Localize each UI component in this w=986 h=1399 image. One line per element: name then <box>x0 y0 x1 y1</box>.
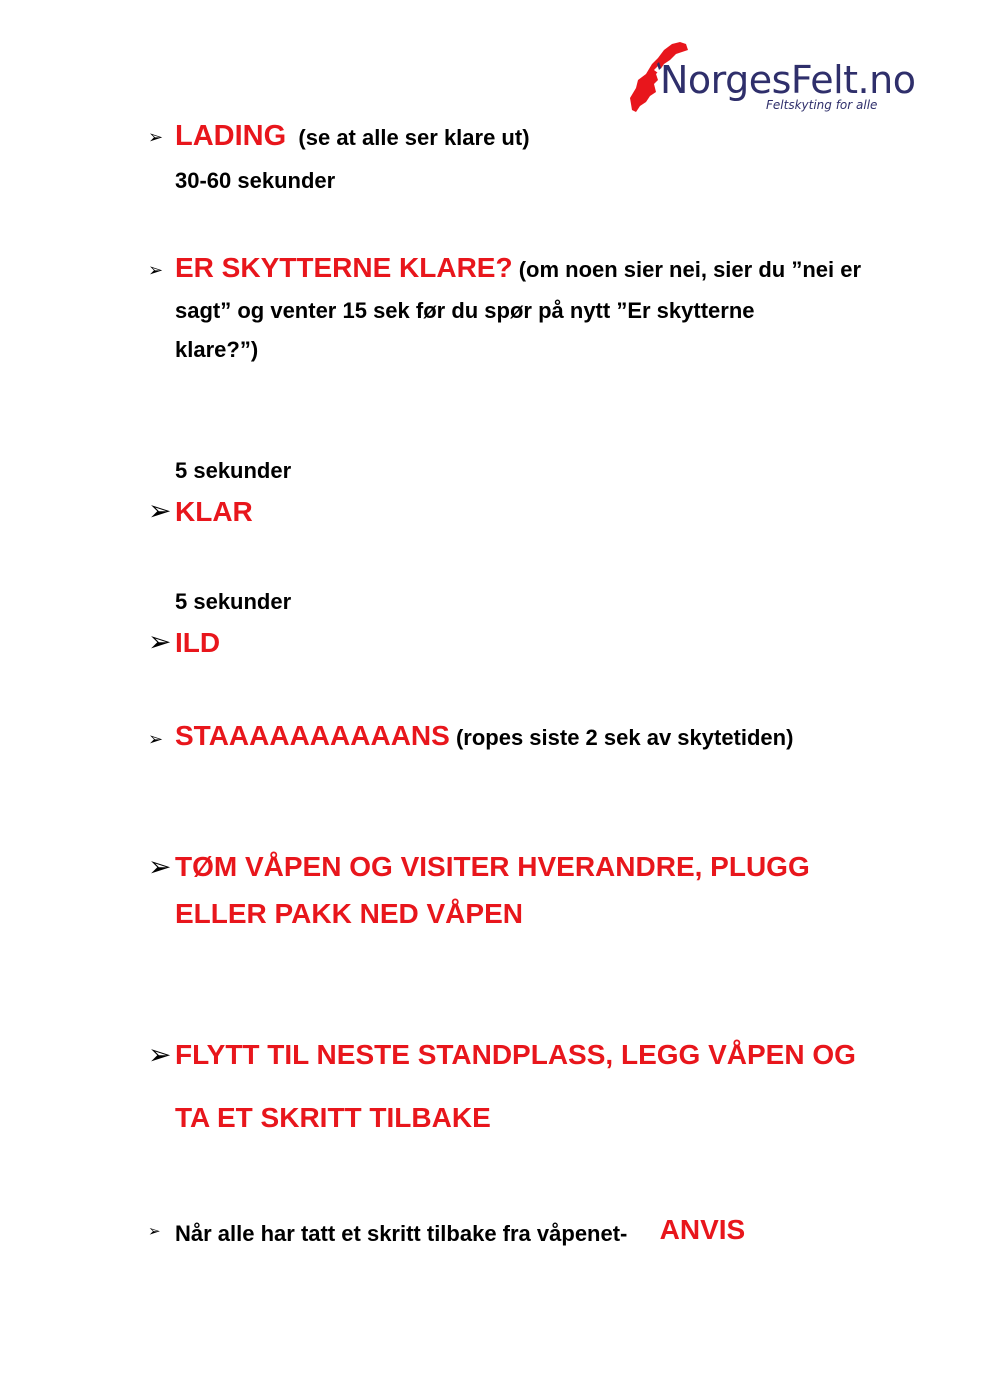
bullet-arrow-icon: ➢ <box>148 260 164 281</box>
step-stans <box>175 720 793 752</box>
bullet-arrow-icon: ➢ <box>148 1222 161 1240</box>
note-anvis: Når alle har tatt et skritt tilbake fra våpenet- <box>175 1221 628 1246</box>
keyword-flytt-line1: FLYTT TIL NESTE STANDPLASS, LEGG VÅPEN OG <box>175 1039 856 1070</box>
note-lading: (se at alle ser klare ut) <box>298 125 530 150</box>
note-klare-line3: klare?”) <box>175 337 259 362</box>
bullet-arrow-icon: ➢ <box>148 494 172 527</box>
logo-wordmark: NorgesFelt.no <box>660 58 916 102</box>
bullet-arrow-icon: ➢ <box>148 729 164 750</box>
keyword-tom-line1: TØM VÅPEN OG VISITER HVERANDRE, PLUGG <box>175 851 810 882</box>
note-klare-line1: (om noen sier nei, sier du ”nei er <box>518 257 862 282</box>
keyword-stans: STAAAAAAAAAANS <box>175 720 450 751</box>
keyword-ild: ILD <box>175 627 221 658</box>
note-klare-line2: sagt” og venter 15 sek før du spør på nytt ”Er skytterne <box>175 298 755 323</box>
keyword-lading: LADING <box>175 120 287 152</box>
bullet-arrow-icon: ➢ <box>148 1038 172 1071</box>
keyword-klar: KLAR <box>175 496 253 527</box>
duration-klar: 5 sekunder <box>175 458 292 483</box>
bullet-arrow-icon: ➢ <box>148 127 164 148</box>
norgesfelt-logo <box>628 40 938 120</box>
step-anvis <box>175 1216 745 1248</box>
bullet-arrow-icon: ➢ <box>148 850 172 883</box>
duration-ild: 5 sekunder <box>175 589 292 614</box>
note-stans: (ropes siste 2 sek av skytetiden) <box>455 725 794 750</box>
step-lading <box>175 120 530 153</box>
keyword-flytt-line2: TA ET SKRITT TILBAKE <box>175 1102 491 1133</box>
bullet-arrow-icon: ➢ <box>148 625 172 658</box>
step-klare <box>175 252 861 284</box>
duration-lading: 30-60 sekunder <box>175 168 336 193</box>
keyword-anvis: ANVIS <box>659 1214 746 1245</box>
logo-tagline: Feltskyting for alle <box>766 98 878 112</box>
keyword-klare: ER SKYTTERNE KLARE? <box>175 252 513 283</box>
keyword-tom-line2: ELLER PAKK NED VÅPEN <box>175 898 523 929</box>
